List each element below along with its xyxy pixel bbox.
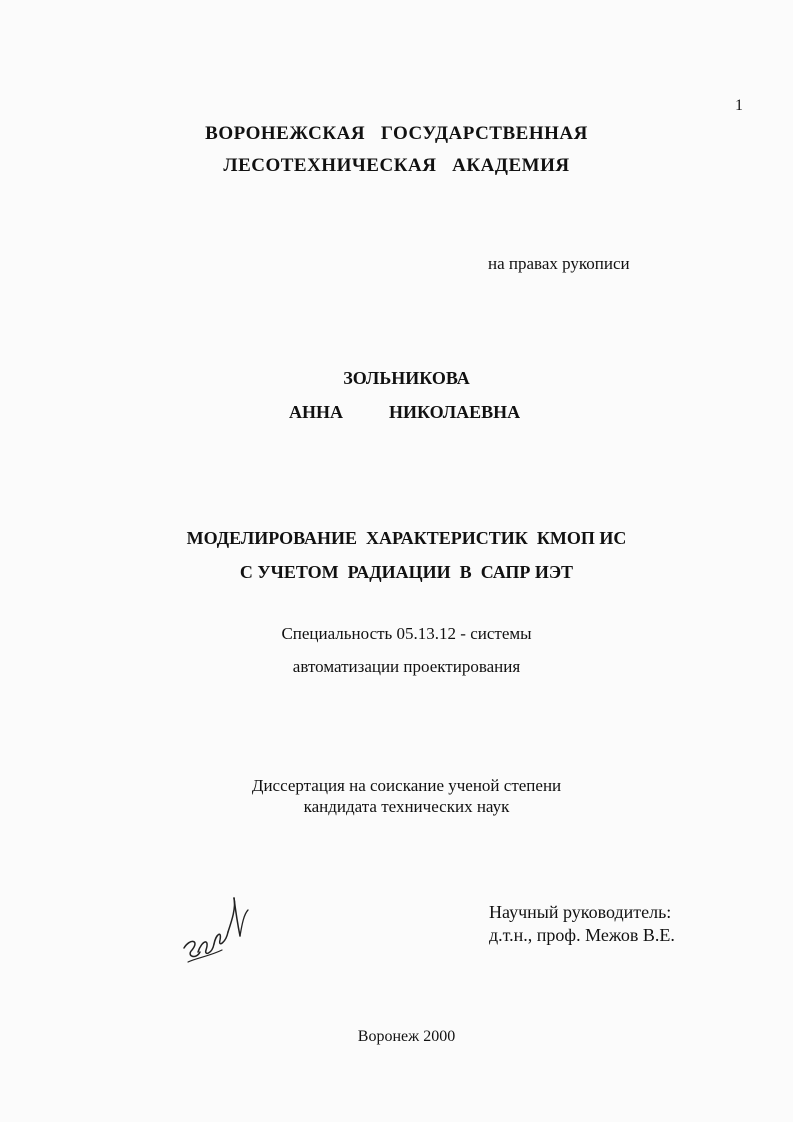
dissertation-line-2: кандидата технических наук <box>303 797 510 816</box>
specialty-line-2: автоматизации проектирования <box>292 657 521 676</box>
title-line-2: С УЧЕТОМ РАДИАЦИИ В САПР ИЭТ <box>239 562 574 582</box>
handwritten-signature <box>170 880 260 980</box>
supervisor-label: Научный руководитель: <box>489 902 672 922</box>
specialty-line-1: Специальность 05.13.12 - системы <box>281 624 532 643</box>
author-patronymic: НИКОЛАЕВНА <box>389 402 521 422</box>
supervisor-name: д.т.н., проф. Межов В.Е. <box>489 925 675 945</box>
institution-line-1: ВОРОНЕЖСКАЯ ГОСУДАРСТВЕННАЯ <box>205 123 588 144</box>
author-surname: ЗОЛЬНИКОВА <box>343 368 470 388</box>
city-year: Воронеж 2000 <box>357 1028 456 1045</box>
page-number: 1 <box>735 97 743 114</box>
author-first-name: АННА <box>289 402 343 422</box>
manuscript-note: на правах рукописи <box>488 254 630 273</box>
title-line-1: МОДЕЛИРОВАНИЕ ХАРАКТЕРИСТИК КМОП ИС <box>186 528 627 548</box>
dissertation-line-1: Диссертация на соискание ученой степени <box>251 776 562 795</box>
institution-line-2: ЛЕСОТЕХНИЧЕСКАЯ АКАДЕМИЯ <box>223 155 570 176</box>
